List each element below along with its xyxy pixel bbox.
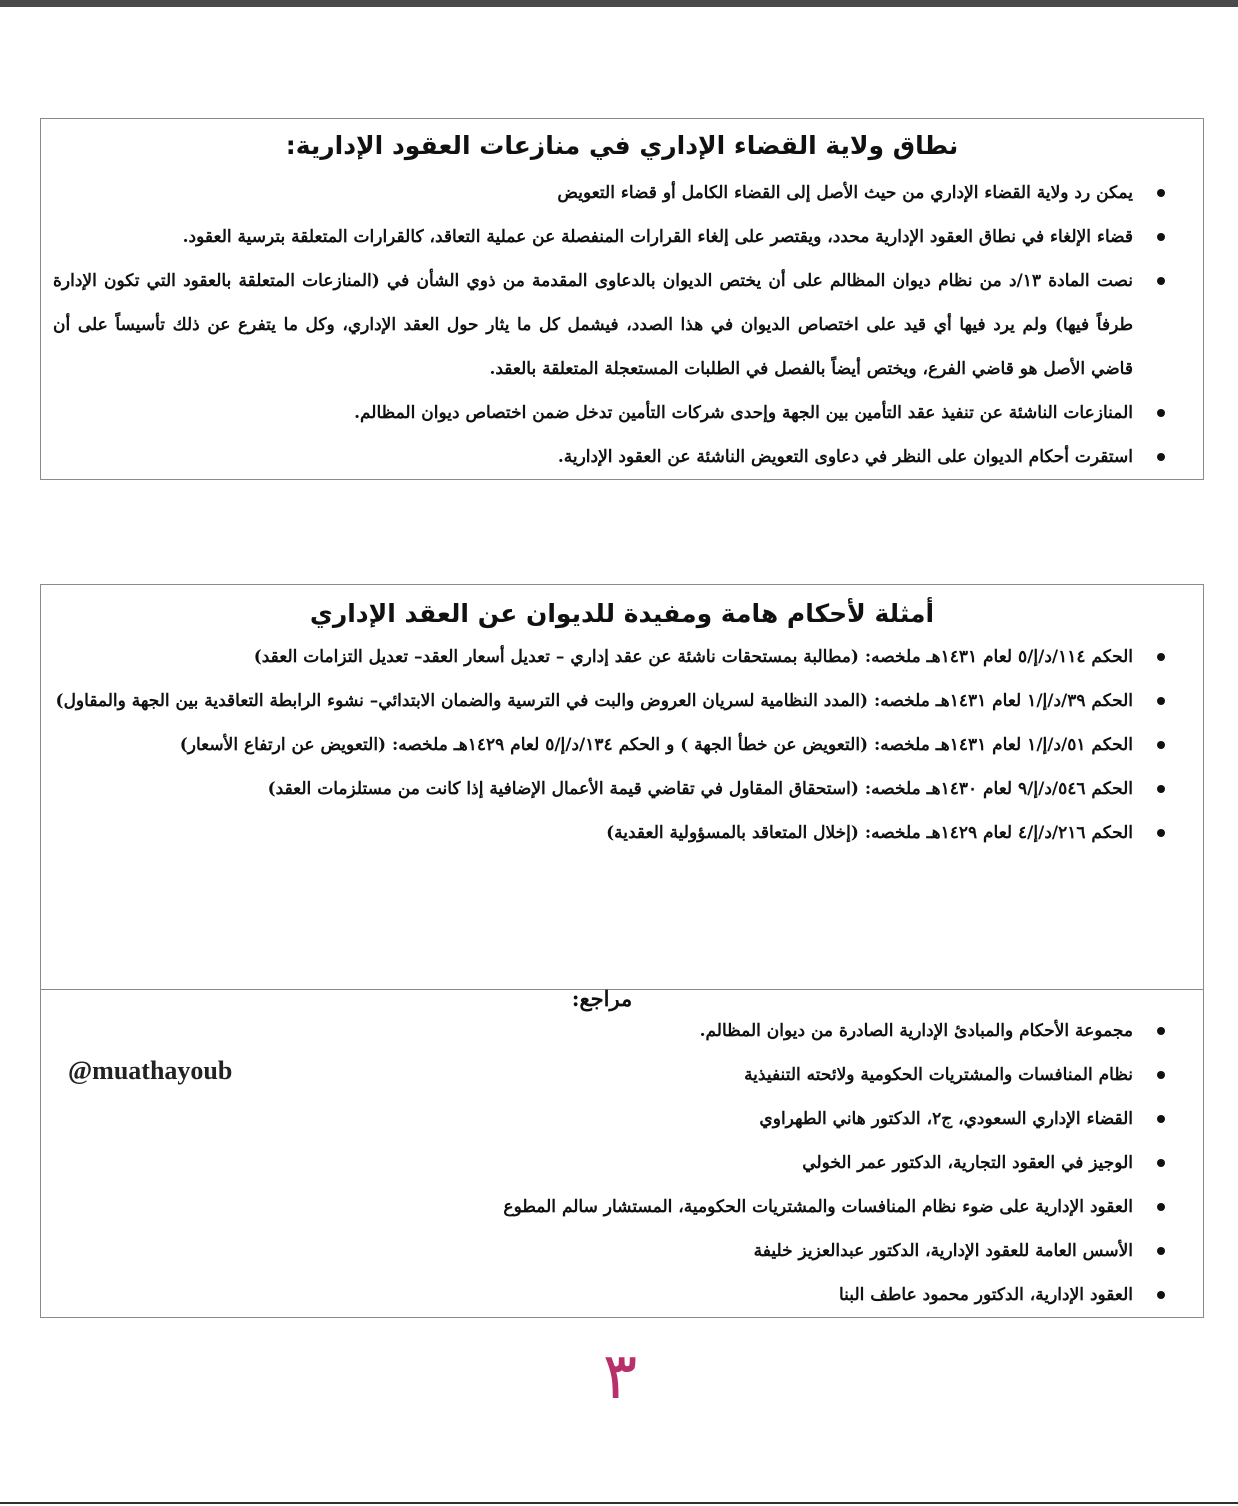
list-item: قضاء الإلغاء في نطاق العقود الإدارية محدد، ويقتصر على إلغاء القرارات المنفصلة عن عملية التعاقد، كالقرارات المتعلقة بترسية العقود. (53, 215, 1167, 259)
reference-item: الأسس العامة للعقود الإدارية، الدكتور عبدالعزيز خليفة (53, 1229, 1167, 1273)
list-item: يمكن رد ولاية القضاء الإداري من حيث الأصل إلى القضاء الكامل أو قضاء التعويض (53, 171, 1167, 215)
list-item: الحكم ٣٩/د/إ/١ لعام ١٤٣١هـ ملخصه: (المدد النظامية لسريان العروض والبت في الترسية والضمان الابتدائي– نشوء الرابطة التعاقدية بين الجهة والمقاول) (53, 679, 1167, 723)
section-title: أمثلة لأحكام هامة ومفيدة للديوان عن العقد الإداري (309, 599, 935, 628)
list-item: استقرت أحكام الديوان على النظر في دعاوى التعويض الناشئة عن العقود الإدارية. (53, 435, 1167, 479)
rulings-list (53, 635, 1167, 855)
reference-item: القضاء الإداري السعودي، ج٢، الدكتور هاني الطهراوي (53, 1097, 1167, 1141)
top-bar (0, 0, 1238, 7)
list-item: الحكم ٢١٦/د/إ/٤ لعام ١٤٢٩هـ ملخصه: (إخلال المتعاقد بالمسؤولية العقدية) (53, 811, 1167, 855)
bottom-line (0, 1502, 1238, 1504)
list-item: نصت المادة ١٣/د من نظام ديوان المظالم على أن يختص الديوان بالدعاوى المقدمة من ذوي الشأن في (المنازعات المتعلقة بالعقود التي تكون الإدارة طرفاً فيها) ولم يرد فيها أي قيد على اختصاص الديوان في هذا الصدد، فيشمل كل ما يثار حول العقد الإداري، وكل ما يتفرع عن ذلك تأسيساً على أن قاضي الأصل هو قاضي الفرع، ويختص أيضاً بالفصل في الطلبات المستعجلة المتعلقة بالعقد. (53, 259, 1167, 391)
list-item: المنازعات الناشئة عن تنفيذ عقد التأمين بين الجهة وإحدى شركات التأمين تدخل ضمن اختصاص ديوان المظالم. (53, 391, 1167, 435)
reference-item: العقود الإدارية على ضوء نظام المنافسات والمشتريات الحكومية، المستشار سالم المطوع (53, 1185, 1167, 1229)
section-title: نطاق ولاية القضاء الإداري في منازعات العقود الإدارية: (285, 131, 959, 160)
rulings-section (40, 584, 1204, 1318)
page-number: ٣ (602, 1340, 638, 1414)
author-handle: @muathayoub (68, 1056, 233, 1085)
reference-item: مجموعة الأحكام والمبادئ الإدارية الصادرة من ديوان المظالم. (53, 1009, 1167, 1053)
reference-item: العقود الإدارية، الدكتور محمود عاطف البنا (53, 1273, 1167, 1317)
list-item: الحكم ٥١/د/إ/١ لعام ١٤٣١هـ ملخصه: (التعويض عن خطأ الجهة ) و الحكم ١٣٤/د/إ/٥ لعام ١٤٢٩هـ ملخصه: (التعويض عن ارتفاع الأسعار) (53, 723, 1167, 767)
jurisdiction-list (53, 171, 1167, 479)
reference-item: الوجيز في العقود التجارية، الدكتور عمر الخولي (53, 1141, 1167, 1185)
reference-item: نظام المنافسات والمشتريات الحكومية ولائحته التنفيذية (53, 1053, 1167, 1097)
list-item: الحكم ٥٤٦/د/إ/٩ لعام ١٤٣٠هـ ملخصه: (استحقاق المقاول في تقاضي قيمة الأعمال الإضافية إذا كانت من مستلزمات العقد) (53, 767, 1167, 811)
list-item: الحكم ١١٤/د/إ/٥ لعام ١٤٣١هـ ملخصه: (مطالبة بمستحقات ناشئة عن عقد إداري – تعديل أسعار العقد– تعديل التزامات العقد) (53, 635, 1167, 679)
jurisdiction-section (40, 118, 1204, 480)
references-title: مراجع: (571, 986, 633, 1011)
